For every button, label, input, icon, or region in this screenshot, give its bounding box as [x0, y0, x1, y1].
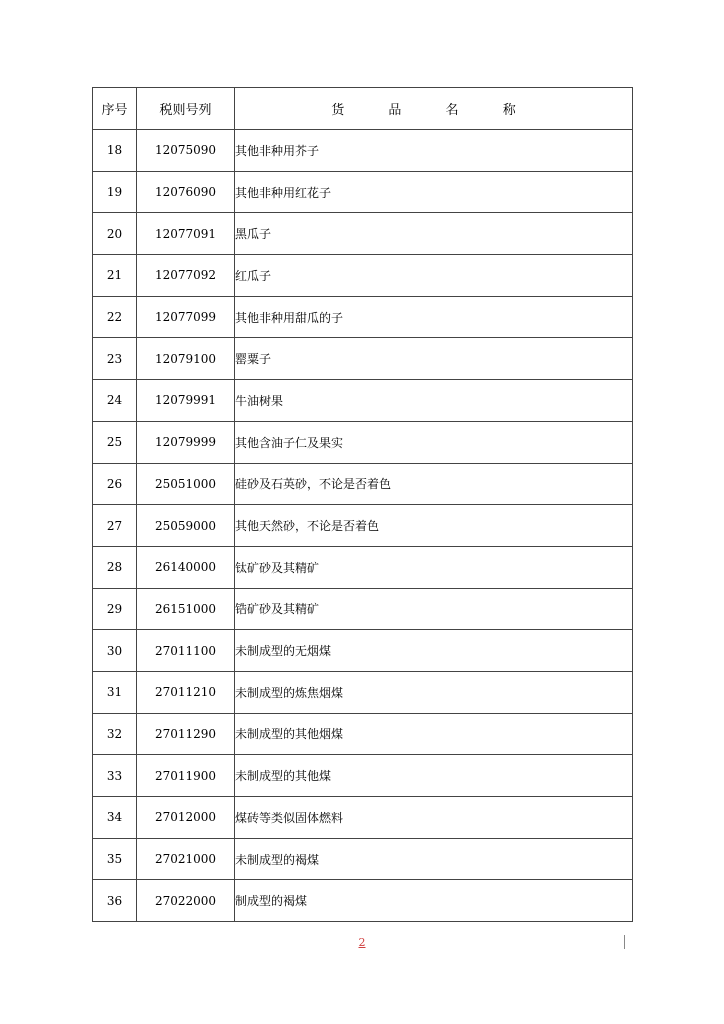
row-tariff-code: 27011210 [137, 671, 235, 713]
table-row [93, 213, 633, 255]
row-seq: 23 [93, 338, 137, 380]
row-goods-name: 未制成型的其他烟煤 [235, 713, 633, 755]
row-tariff-code: 12077092 [137, 255, 235, 297]
row-goods-name: 罂粟子 [235, 338, 633, 380]
row-tariff-code: 27021000 [137, 838, 235, 880]
page-number: 2 [358, 936, 366, 949]
row-goods-name: 其他非种用芥子 [235, 130, 633, 172]
row-goods-name: 黑瓜子 [235, 213, 633, 255]
row-tariff-code: 25051000 [137, 463, 235, 505]
row-goods-name: 牛油树果 [235, 380, 633, 422]
row-seq: 29 [93, 588, 137, 630]
row-seq: 28 [93, 546, 137, 588]
row-seq: 36 [93, 880, 137, 922]
row-seq: 20 [93, 213, 137, 255]
row-goods-name: 制成型的褐煤 [235, 880, 633, 922]
row-seq: 31 [93, 671, 137, 713]
row-goods-name: 未制成型的褐煤 [235, 838, 633, 880]
row-seq: 24 [93, 380, 137, 422]
row-seq: 22 [93, 296, 137, 338]
row-tariff-code: 27011100 [137, 630, 235, 672]
row-tariff-code: 27022000 [137, 880, 235, 922]
table-row [93, 588, 633, 630]
table-header-row [93, 88, 633, 130]
row-tariff-code: 26140000 [137, 546, 235, 588]
table-row [93, 838, 633, 880]
row-goods-name: 其他非种用甜瓜的子 [235, 296, 633, 338]
table-row [93, 713, 633, 755]
table-row [93, 755, 633, 797]
row-tariff-code: 12079991 [137, 380, 235, 422]
row-goods-name: 锆矿砂及其精矿 [235, 588, 633, 630]
row-tariff-code: 12079100 [137, 338, 235, 380]
table-row [93, 421, 633, 463]
row-seq: 30 [93, 630, 137, 672]
row-goods-name: 钛矿砂及其精矿 [235, 546, 633, 588]
table-row [93, 671, 633, 713]
row-seq: 21 [93, 255, 137, 297]
table-row [93, 463, 633, 505]
row-tariff-code: 12077091 [137, 213, 235, 255]
table-row [93, 797, 633, 839]
row-seq: 19 [93, 171, 137, 213]
row-tariff-code: 12077099 [137, 296, 235, 338]
row-goods-name: 未制成型的其他煤 [235, 755, 633, 797]
header-tariff-code: 税则号列 [137, 88, 235, 130]
row-tariff-code: 25059000 [137, 505, 235, 547]
table-row [93, 630, 633, 672]
table-row [93, 296, 633, 338]
row-goods-name: 其他天然砂，不论是否着色 [235, 505, 633, 547]
row-tariff-code: 27012000 [137, 797, 235, 839]
row-tariff-code: 27011900 [137, 755, 235, 797]
table-row [93, 338, 633, 380]
table-row [93, 380, 633, 422]
row-seq: 33 [93, 755, 137, 797]
table-row [93, 255, 633, 297]
row-goods-name: 未制成型的无烟煤 [235, 630, 633, 672]
row-seq: 27 [93, 505, 137, 547]
table-row [93, 171, 633, 213]
table-row [93, 546, 633, 588]
row-goods-name: 未制成型的炼焦烟煤 [235, 671, 633, 713]
table-row [93, 880, 633, 922]
row-seq: 18 [93, 130, 137, 172]
row-goods-name: 煤砖等类似固体燃料 [235, 797, 633, 839]
row-tariff-code: 27011290 [137, 713, 235, 755]
goods-table [92, 87, 633, 922]
row-seq: 25 [93, 421, 137, 463]
row-seq: 35 [93, 838, 137, 880]
row-goods-name: 硅砂及石英砂，不论是否着色 [235, 463, 633, 505]
row-tariff-code: 12075090 [137, 130, 235, 172]
row-goods-name: 其他含油子仁及果实 [235, 421, 633, 463]
row-seq: 34 [93, 797, 137, 839]
table-row [93, 505, 633, 547]
row-tariff-code: 12079999 [137, 421, 235, 463]
table-body [93, 130, 633, 922]
table-row [93, 130, 633, 172]
row-seq: 32 [93, 713, 137, 755]
margin-mark [624, 935, 625, 949]
row-goods-name: 其他非种用红花子 [235, 171, 633, 213]
row-seq: 26 [93, 463, 137, 505]
row-goods-name: 红瓜子 [235, 255, 633, 297]
row-tariff-code: 26151000 [137, 588, 235, 630]
row-tariff-code: 12076090 [137, 171, 235, 213]
header-goods-name: 货 品 名 称 [235, 88, 633, 130]
header-seq: 序号 [93, 88, 137, 130]
